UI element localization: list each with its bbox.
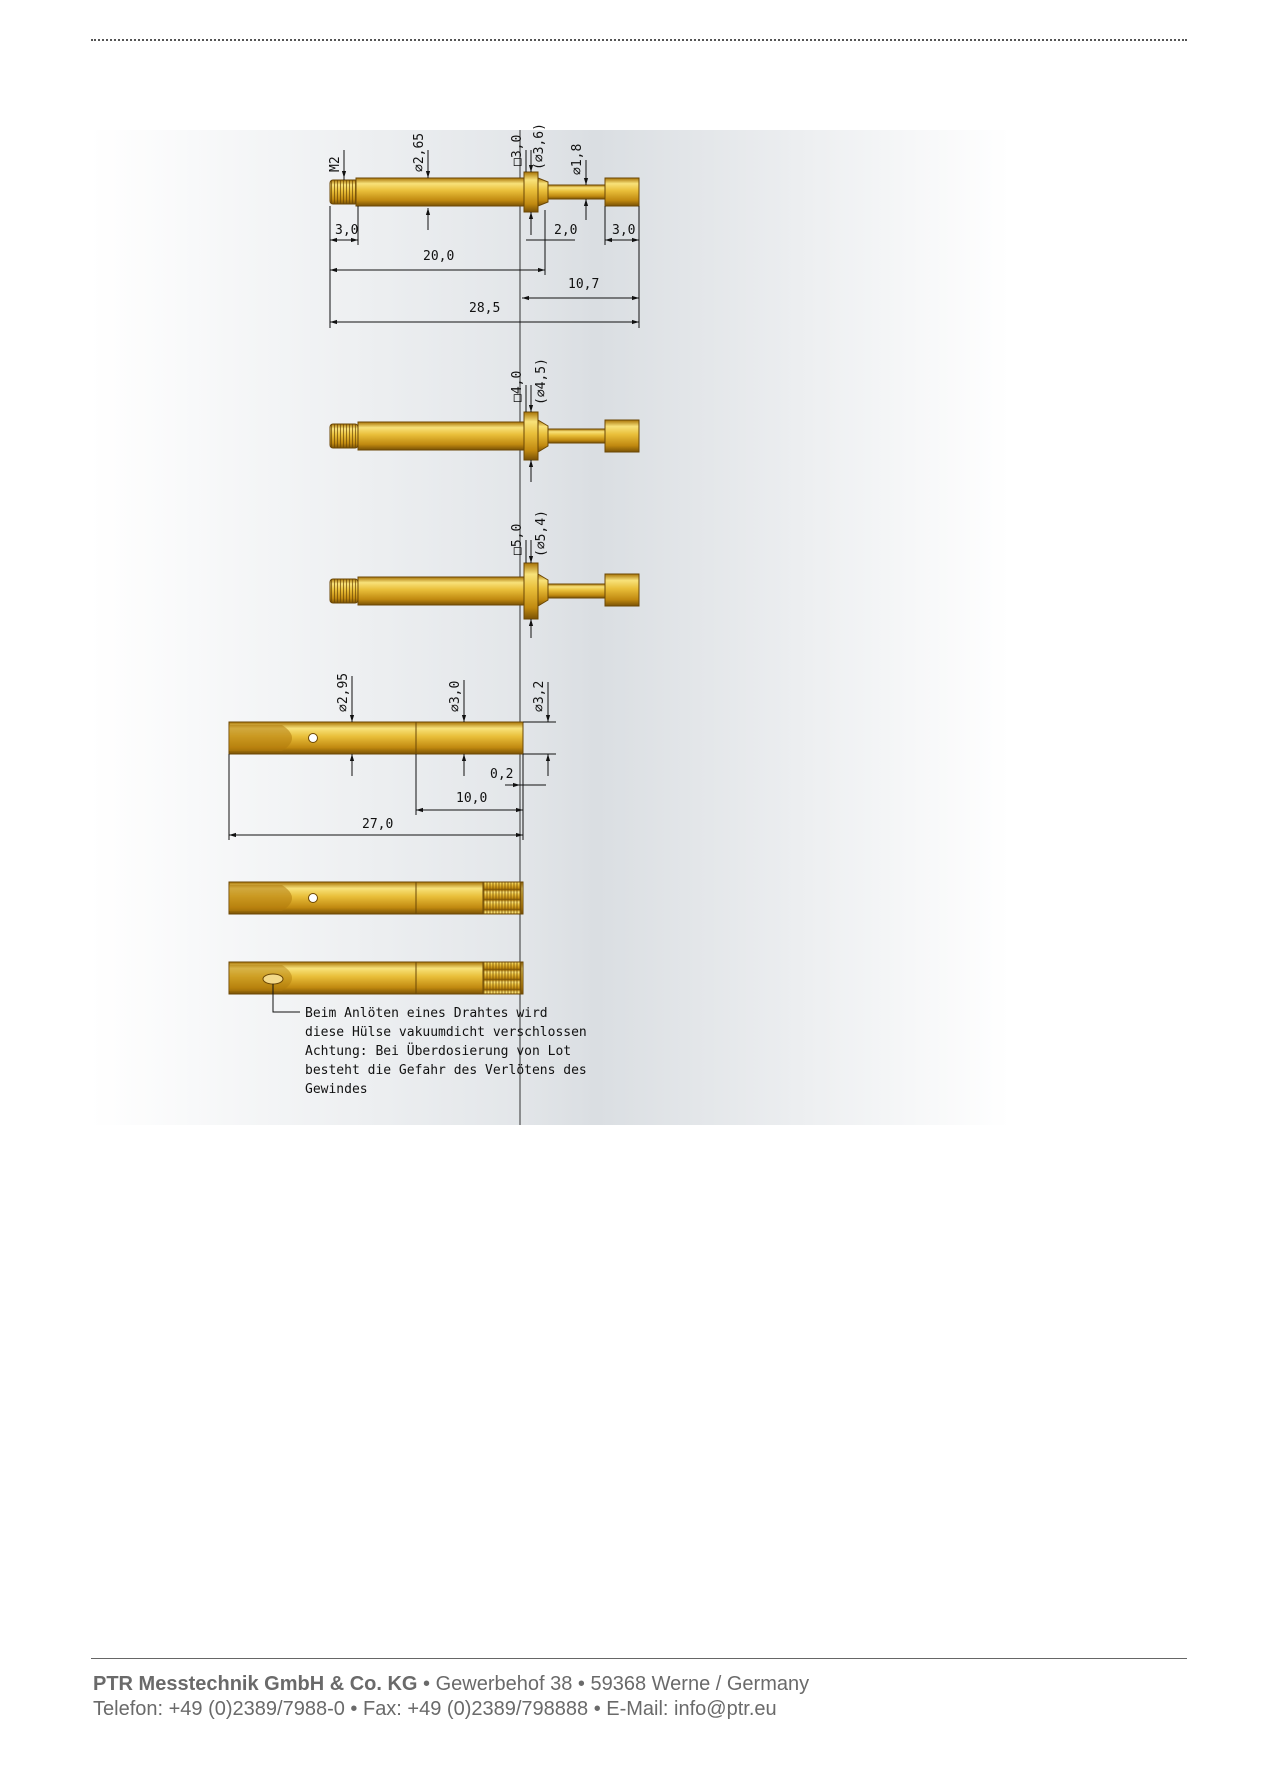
company-address: • Gewerbehof 38 • 59368 Werne / Germany — [417, 1673, 810, 1695]
dim-hgl-end-diameter: ⌀3,2 — [532, 680, 547, 712]
footer-address-line — [93, 1672, 809, 1697]
dim-hgl-rear-length: 10,0 — [456, 791, 488, 806]
dim-g-neck-diameter: ⌀1,8 — [570, 143, 585, 175]
dim-hgl-step: 0,2 — [490, 767, 514, 782]
footer-contact-line: Telefon: +49 (0)2389/7988-0 • Fax: +49 (0)2389/798888 • E-Mail: info@ptr.eu — [93, 1698, 777, 1720]
footer — [93, 1672, 809, 1722]
dim-g5-collar-diameter: (⌀5,4) — [534, 510, 549, 557]
dim-g-square: □3,0 — [510, 134, 525, 166]
note-line-4: besteht die Gefahr des Verlötens des — [305, 1063, 587, 1078]
background-panel — [90, 130, 1010, 1125]
dim-g-total-length: 28,5 — [469, 301, 501, 316]
company-name: PTR Messtechnik GmbH & Co. KG — [93, 1673, 418, 1695]
dim-g-thread: M2 — [328, 156, 343, 172]
dim-g-shaft-diameter: ⌀2,65 — [412, 132, 427, 172]
dim-g-rear-length: 10,7 — [568, 277, 600, 292]
note-line-5: Gewindes — [305, 1082, 368, 1097]
dim-hgl-total-length: 27,0 — [362, 817, 394, 832]
dim-g-thread-length: 3,0 — [335, 223, 359, 238]
dim-g5-square: □5,0 — [510, 523, 525, 555]
note-line-2: diese Hülse vakuumdicht verschlossen — [305, 1025, 587, 1040]
sleeve-h-1060-g-l — [229, 722, 523, 754]
footer-rule — [91, 1658, 1187, 1659]
dim-g-collar-diameter: (⌀3,6) — [532, 123, 547, 170]
note-line-3: Achtung: Bei Überdosierung von Lot — [305, 1044, 572, 1059]
dim-hgl-front-diameter: ⌀2,95 — [336, 672, 351, 712]
dim-g4-square: □4,0 — [510, 370, 525, 402]
sleeve-h-1060-gr-l — [229, 882, 523, 914]
note-line-1: Beim Anlöten eines Drahtes wird — [305, 1006, 548, 1021]
dim-g-shaft-length: 20,0 — [423, 249, 455, 264]
dim-hgl-mid-diameter: ⌀3,0 — [448, 680, 463, 712]
dim-g-neck-length: 2,0 — [554, 223, 578, 238]
dim-g-head-length: 3,0 — [612, 223, 636, 238]
dim-g4-collar-diameter: (⌀4,5) — [534, 358, 549, 405]
